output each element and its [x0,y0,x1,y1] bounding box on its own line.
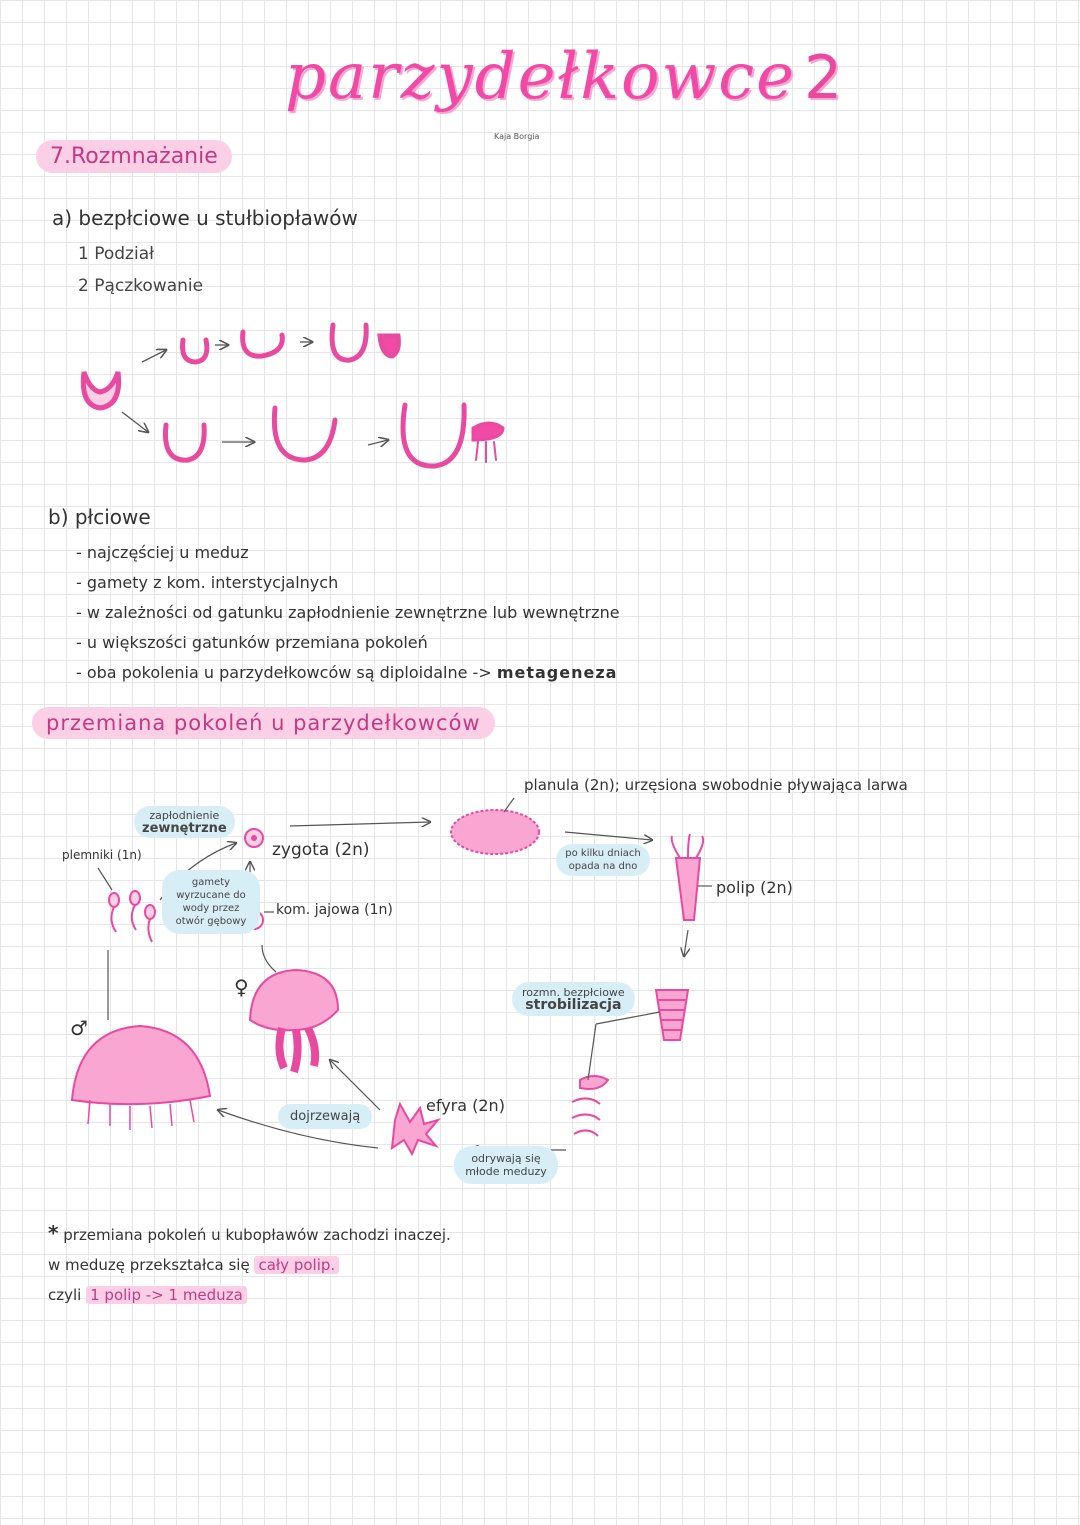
note-line2-text: w meduzę przekształca się [48,1256,250,1274]
list-item [76,658,620,688]
polyp-drawing [672,834,703,920]
ephyra-label: efyra (2n) [426,1096,505,1115]
sperm-drawing [109,891,155,942]
fertilization-line1: zapłodnienie [149,809,220,822]
star-icon: * [48,1221,59,1245]
fertilization-label [134,806,235,838]
list-item-text: - oba pokolenia u parzydełkowców są diploidalne -> [76,663,492,682]
author-signature: Kaja Borgia [494,132,540,141]
note-line2-highlight: cały polip. [254,1256,339,1274]
planula-drawing [451,810,539,854]
note-line1: przemiana pokoleń u kubopławów zachodzi inaczej. [63,1226,451,1244]
sperm-label: plemniki (1n) [62,848,142,862]
male-symbol: ♂ [70,1016,88,1040]
strobilation-line2: strobilizacja [525,997,622,1013]
note-line3-text: czyli [48,1286,82,1304]
polyp-label: polip (2n) [716,878,793,897]
sexual-list [76,538,620,688]
cycle-heading: przemiana pokoleń u parzydełkowców [32,707,495,739]
sexual-heading: b) płciowe [48,505,151,529]
note-line [48,1218,451,1250]
male-medusa-drawing [72,1026,210,1130]
list-item: - u większości gatunków przemiana pokoleń [76,633,428,652]
egg-label: kom. jajowa (1n) [276,902,393,918]
note-line [48,1280,451,1310]
strobilation-line1: rozmn. bezpłciowe [522,986,625,999]
planula-label: planula (2n); urzęsiona swobodnie pływająca larwa [524,776,908,794]
list-item: 1 Podział [78,244,154,264]
gametes-bubble: gamety wyrzucane do wody przez otwór gębowy [162,870,260,934]
female-symbol: ♀ [234,975,249,999]
list-item: - najczęściej u meduz [76,543,249,562]
list-item: 2 Pączkowanie [78,276,204,296]
settle-bubble: po kilku dniach opada na dno [556,844,650,876]
metagenesis-term: metageneza [496,663,618,682]
note-line3-highlight: 1 polip -> 1 meduza [86,1286,247,1304]
fertilization-line2: zewnętrzne [142,821,227,836]
strobilation-label [512,982,635,1016]
zygote-label: zygota (2n) [272,840,370,860]
kubozoa-note [48,1218,451,1310]
hydra-drawings [83,325,503,466]
section-heading: 7.Rozmnażanie [36,140,232,173]
title-number: 2 [804,43,845,113]
asexual-heading: a) bezpłciowe u stułbiopławów [52,206,358,230]
female-medusa-drawing [250,970,338,1072]
list-item: - gamety z kom. interstycjalnych [76,573,339,592]
note-line [48,1250,451,1280]
list-item: - w zależności od gatunku zapłodnienie zewnętrzne lub wewnętrzne [76,603,620,622]
title-text: parzydełkowce [285,40,796,114]
detach-bubble: odrywają się młode meduzy [454,1146,558,1184]
mature-bubble: dojrzewają [278,1104,372,1129]
